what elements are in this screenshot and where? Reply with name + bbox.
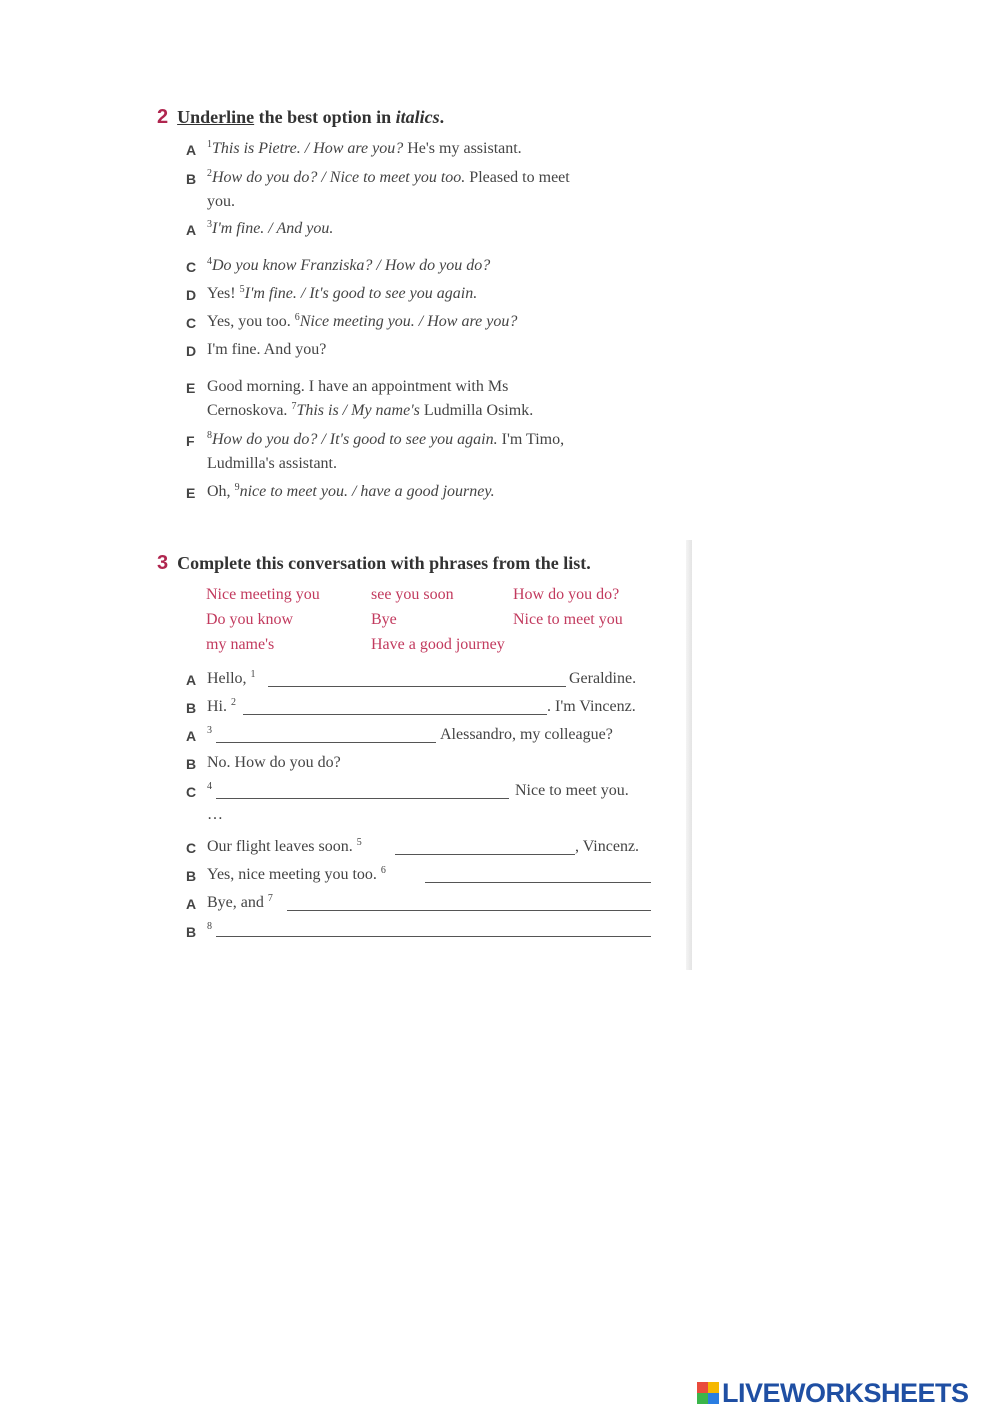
speaker-label: B — [186, 171, 197, 187]
speaker-label: E — [186, 380, 196, 396]
ex3-line-3-post: Alessandro, my colleague? — [440, 726, 613, 743]
answer-blank-3[interactable] — [216, 742, 436, 743]
phrase-option: How do you do? — [513, 586, 620, 603]
logo-tile — [697, 1393, 708, 1404]
speaker-label: E — [186, 485, 196, 501]
exercise-2-heading — [157, 106, 444, 129]
ex2-line-2: $^2$How do you do? / Nice to meet you too. Pleased to meet — [207, 168, 570, 186]
ex2-line-9-cont: Ludmilla's assistant. — [207, 455, 337, 472]
speaker-label: D — [186, 287, 197, 303]
instruction-end: . — [439, 107, 445, 127]
logo-tile — [697, 1382, 708, 1393]
page-edge-shadow — [686, 540, 692, 970]
answer-blank-4[interactable] — [216, 798, 509, 799]
speaker-label: B — [186, 756, 197, 772]
ex3-line-5: 4 — [207, 781, 212, 792]
speaker-label: B — [186, 700, 197, 716]
speaker-label: A — [186, 728, 197, 744]
ex3-line-6: Our flight leaves soon. $^5$ — [207, 837, 362, 855]
answer-blank-5[interactable] — [395, 854, 575, 855]
ex3-line-8: Bye, and $^7$ — [207, 893, 273, 911]
ex2-line-1: $^1$This is Pietre. / How are you? He's my assistant. — [207, 139, 522, 157]
speaker-label: C — [186, 840, 197, 856]
logo-tile — [708, 1393, 719, 1404]
ellipsis: … — [207, 806, 223, 823]
instruction-italic: italics — [395, 107, 440, 127]
answer-blank-6[interactable] — [425, 882, 651, 883]
ex2-line-10: Oh, $^9$nice to meet you. / have a good journey. — [207, 482, 495, 500]
speaker-label: B — [186, 924, 197, 940]
speaker-label: B — [186, 868, 197, 884]
liveworksheets-logo[interactable] — [697, 1378, 969, 1408]
ex2-line-7: I'm fine. And you? — [207, 341, 327, 358]
ex3-line-3: 3 — [207, 725, 212, 736]
instruction-middle: the best option in — [254, 107, 396, 127]
exercise-2-number: 2 — [157, 106, 169, 128]
ex3-line-2-post: . I'm Vincenz. — [547, 698, 636, 715]
ex2-line-3: $^3$I'm fine. / And you. — [207, 219, 334, 237]
ex3-line-9: 8 — [207, 921, 212, 932]
ex2-line-8: Good morning. I have an appointment with Ms — [207, 378, 509, 395]
phrase-option: Nice meeting you — [206, 586, 320, 603]
phrase-option: see you soon — [371, 586, 454, 603]
ex3-line-5-post: Nice to meet you. — [515, 782, 629, 799]
ex3-line-1-post: Geraldine. — [569, 670, 637, 687]
phrase-option: Do you know — [206, 611, 294, 628]
exercise-3-number: 3 — [157, 552, 169, 574]
ex2-line-9: $^8$How do you do? / It's good to see you again. I'm Timo, — [207, 430, 565, 448]
ex2-line-6: Yes, you too. $^6$Nice meeting you. / How are you? — [207, 312, 518, 330]
ex3-line-4: No. How do you do? — [207, 754, 341, 771]
ex2-line-2-cont: you. — [207, 193, 235, 210]
ex2-line-8-cont: Cernoskova. $^7$This is / My name's Ludmilla Osimk. — [207, 401, 534, 419]
ex3-line-2: Hi. $^2$ — [207, 697, 236, 715]
answer-blank-1[interactable] — [268, 686, 566, 687]
speaker-label: D — [186, 343, 197, 359]
speaker-label: A — [186, 896, 197, 912]
phrase-option: Have a good journey — [371, 636, 505, 653]
answer-blank-8[interactable] — [216, 936, 651, 937]
phrase-option: Nice to meet you — [513, 611, 623, 628]
speaker-label: C — [186, 315, 197, 331]
phrase-option: Bye — [371, 611, 397, 628]
ex3-line-1: Hello, $^1$ — [207, 669, 256, 687]
answer-blank-7[interactable] — [287, 910, 651, 911]
ex2-line-5: Yes! $^5$I'm fine. / It's good to see you again. — [207, 284, 478, 302]
ex3-line-7: Yes, nice meeting you too. $^6$ — [207, 865, 386, 883]
exercise-3-instruction: Complete this conversation with phrases from the list. — [177, 553, 591, 573]
instruction-underlined: Underline — [177, 107, 255, 127]
answer-blank-2[interactable] — [243, 714, 547, 715]
ex2-line-4: $^4$Do you know Franziska? / How do you do? — [207, 256, 491, 274]
logo-grid-icon — [697, 1382, 719, 1404]
logo-text: LIVEWORKSHEETS — [722, 1377, 969, 1408]
ex3-line-6-post: , Vincenz. — [575, 838, 640, 855]
phrase-option: my name's — [206, 636, 275, 653]
speaker-label: C — [186, 784, 197, 800]
exercise-3-heading — [157, 552, 591, 575]
logo-tile — [708, 1382, 719, 1393]
speaker-label: A — [186, 222, 197, 238]
speaker-label: C — [186, 259, 197, 275]
speaker-label: A — [186, 142, 197, 158]
speaker-label: F — [186, 433, 195, 449]
speaker-label: A — [186, 672, 197, 688]
